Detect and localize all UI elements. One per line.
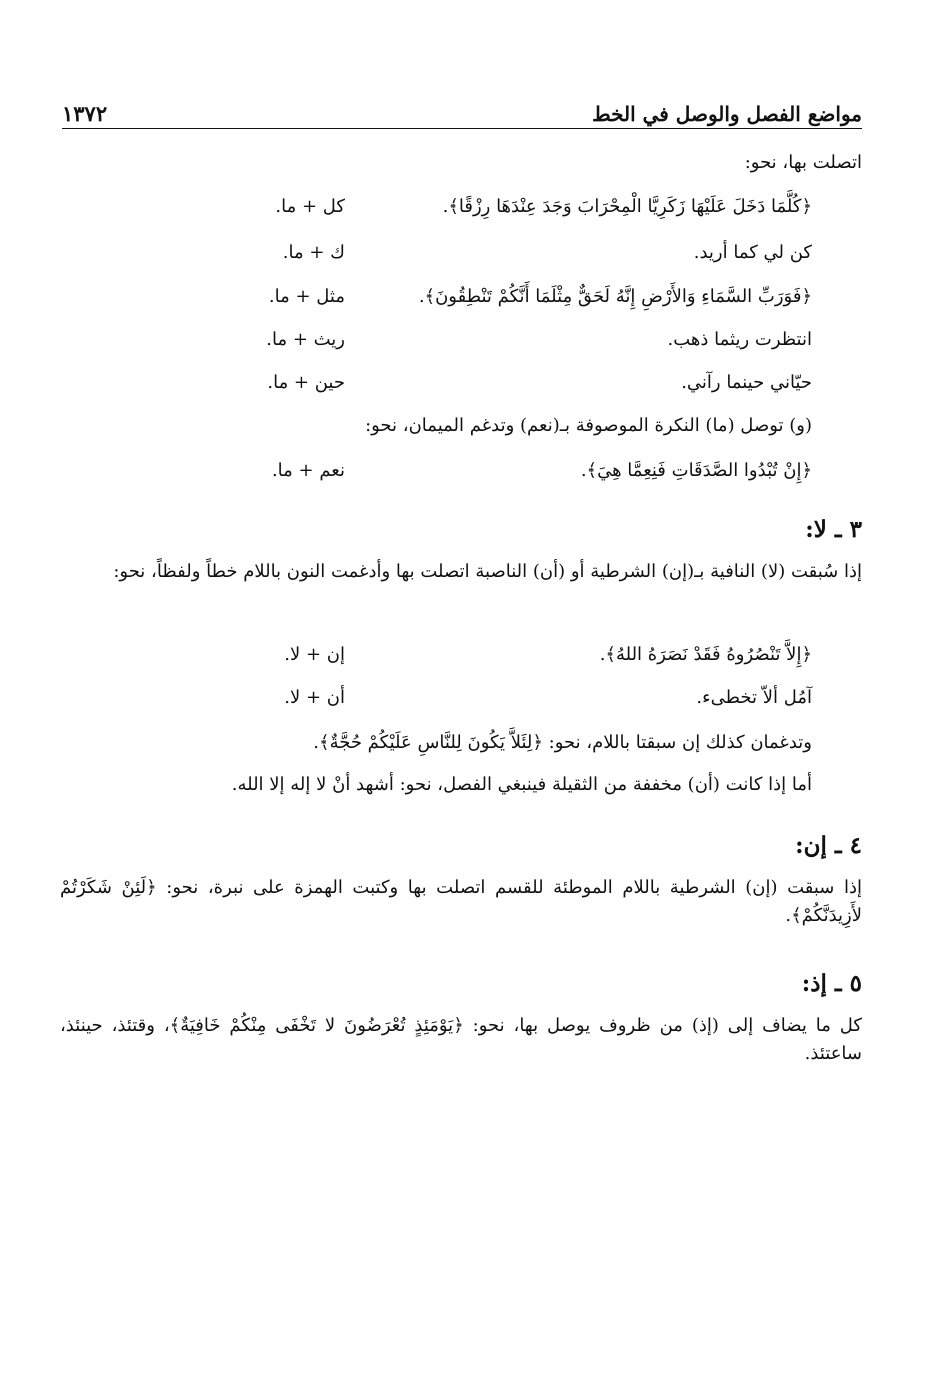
example-row <box>255 456 812 486</box>
section-paragraph: كل ما يضاف إلى (إذ) من ظروف يوصل بها، نحو: ﴿يَوْمَئِذٍ تُعْرَضُونَ لا تَخْفَى مِنْكُمْ خَافِيَةٌ﴾، وقتئذ، حينئذ، ساعتئذ. <box>60 1015 862 1064</box>
example-text: حيّاني حينما رآني. <box>681 372 812 393</box>
lam-line: وتدغمان كذلك إن سبقتا باللام، نحو: ﴿لِئَلاَّ يَكُونَ لِلنَّاسِ عَلَيْكُمْ حُجَّةٌ﴾. <box>313 732 812 753</box>
example-text: آمُل ألاّ تخطىء. <box>696 687 812 708</box>
example-formula: ريث + ما. <box>266 329 345 350</box>
example-text: ﴿إِلاَّ تَنْصُرُوهُ فَقَدْ نَصَرَهُ اللهُ﴾. <box>599 644 812 665</box>
example-row <box>255 192 812 222</box>
section-heading: ٤ ـ إن: <box>795 832 862 859</box>
example-formula: مثل + ما. <box>268 286 345 307</box>
example-text: انتظرت ريثما ذهب. <box>667 329 812 350</box>
example-formula: نعم + ما. <box>271 460 345 481</box>
section-heading: ٥ ـ إذ: <box>801 970 862 997</box>
rule-waw-line: (و) توصل (ما) النكرة الموصوفة بـ(نعم) وتدغم الميمان، نحو: <box>365 415 812 436</box>
example-text: ﴿إِنْ تُبْدُوا الصَّدَقَاتِ فَنِعِمَّا هِيَ﴾. <box>580 460 812 481</box>
example-row <box>255 282 812 312</box>
example-formula: حين + ما. <box>267 372 345 393</box>
example-formula: إن + لا. <box>284 644 345 665</box>
page-number: ١٣٧٢ <box>62 101 108 126</box>
section-heading: ٣ ـ لا: <box>805 516 862 543</box>
example-formula: كل + ما. <box>275 196 345 217</box>
section-paragraph: إذا سبقت (إن) الشرطية باللام الموطئة للقسم اتصلت بها وكتبت الهمزة على نبرة، نحو: ﴿لَئِنْ شَكَرْتُمْ لأَزِيدَنَّكُمْ﴾. <box>60 877 862 926</box>
mukhaffafa-line: أما إذا كانت (أن) مخففة من الثقيلة فينبغي الفصل، نحو: أشهد أنْ لا إله إلا الله. <box>231 774 812 795</box>
example-row <box>255 368 812 398</box>
example-text: ﴿فَوَرَبِّ السَّمَاءِ وَالأَرْضِ إِنَّهُ لَحَقٌّ مِثْلَمَا أَنَّكُمْ تَنْطِقُونَ﴾. <box>418 286 812 307</box>
header-rule <box>62 128 862 129</box>
example-row <box>255 238 812 268</box>
example-formula: أن + لا. <box>284 687 345 708</box>
example-row <box>255 640 812 670</box>
example-text: كن لي كما أريد. <box>693 242 812 263</box>
example-row <box>255 683 812 713</box>
running-header <box>62 86 862 126</box>
intro-line: اتصلت بها، نحو: <box>744 152 862 173</box>
example-formula: ك + ما. <box>282 242 345 263</box>
example-text: ﴿كُلَّمَا دَخَلَ عَلَيْهَا زَكَرِيَّا الْمِحْرَابَ وَجَدَ عِنْدَهَا رِزْقًا﴾. <box>442 196 812 217</box>
header-title: مواضع الفصل والوصل في الخط <box>592 102 862 126</box>
section-paragraph: إذا سُبقت (لا) النافية بـ(إن) الشرطية أو (أن) الناصبة اتصلت بها وأدغمت النون باللام خطاً ولفظاً، نحو: <box>113 561 862 582</box>
example-row <box>255 325 812 355</box>
